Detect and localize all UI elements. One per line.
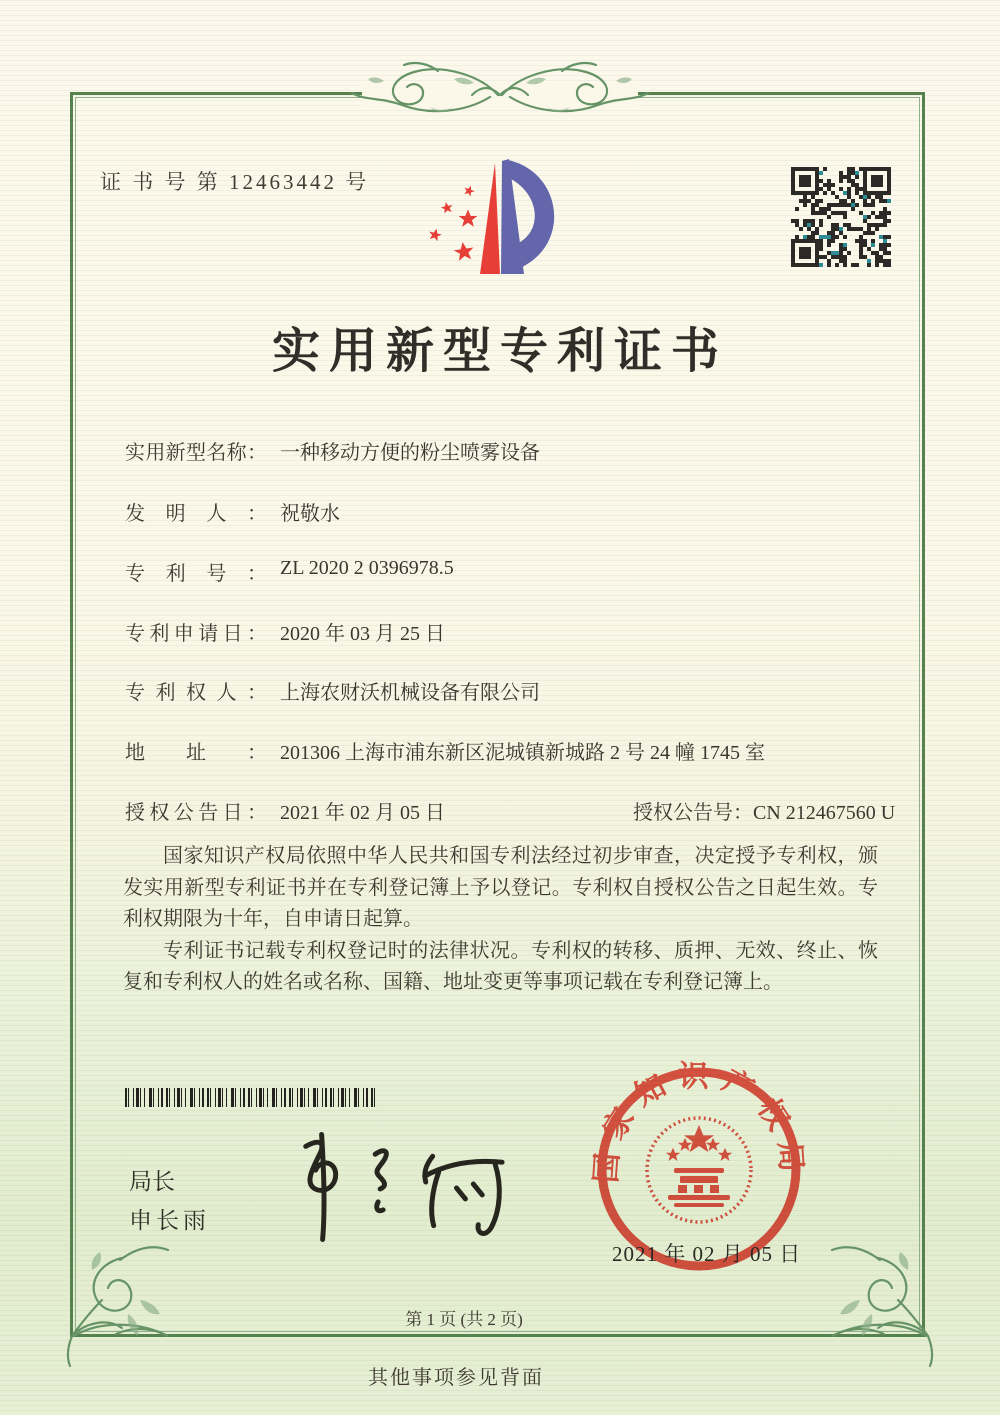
- statement-paragraph: 专利证书记载专利权登记时的法律状况。专利权的转移、质押、无效、终止、恢复和专利权人的姓名或名称、国籍、地址变更等事项记载在专利登记簿上。: [123, 939, 878, 993]
- field-row-filing-date: [125, 617, 445, 646]
- field-label: 专利权人：: [125, 682, 267, 704]
- field-value: 一种移动方便的粉尘喷雾设备: [280, 442, 540, 464]
- field-value: ZL 2020 2 0396978.5: [280, 557, 454, 579]
- field-label: 专利号：: [125, 563, 267, 585]
- grant-number-label: 授权公告号：: [633, 802, 753, 824]
- grant-number-value: CN 212467560 U: [753, 802, 896, 824]
- barcode: [125, 1088, 378, 1107]
- field-value: 2020 年 03 月 25 日: [280, 623, 445, 645]
- certificate-number: 证 书 号 第 12463442 号: [100, 170, 370, 194]
- page-indicator: 第 1 页 (共 2 页): [405, 1310, 523, 1329]
- commissioner-name: 申长雨: [129, 1208, 210, 1233]
- commissioner-signature-icon: [276, 1126, 514, 1248]
- svg-text:国家知识产权局: [590, 1061, 808, 1184]
- back-side-note: 其他事项参见背面: [368, 1367, 544, 1389]
- grant-date-label: 授权公告日：: [125, 802, 267, 824]
- qr-code: [791, 167, 891, 267]
- field-row-patentee: [125, 676, 540, 705]
- national-emblem: [647, 1118, 751, 1222]
- cnipa-patent-logo-icon: [402, 146, 582, 294]
- grant-number-group: [633, 796, 895, 825]
- certificate-title: 实用新型专利证书: [271, 325, 728, 378]
- legal-statement: [123, 841, 878, 999]
- field-value: 上海农财沃机械设备有限公司: [280, 682, 540, 704]
- field-label: 专利申请日：: [125, 623, 267, 645]
- seal-text: 国家知识产权局: [589, 1060, 809, 1184]
- field-value: 祝敬水: [280, 503, 340, 525]
- commissioner-title: 局长: [129, 1169, 175, 1194]
- field-row-address: [125, 736, 765, 765]
- field-row-grant: [125, 796, 896, 825]
- field-row-patent-number: [125, 557, 454, 586]
- field-label: 发明人：: [125, 503, 267, 525]
- statement-paragraph: 国家知识产权局依照中华人民共和国专利法经过初步审查，决定授予专利权，颁发实用新型专利证书并在专利登记簿上予以登记。专利权自授权公告之日起生效。专利权期限为十年，自申请日起算。: [123, 845, 878, 930]
- field-label: 实用新型名称：: [125, 442, 267, 464]
- top-scroll-ornament-icon: [340, 55, 660, 131]
- grant-seal-date: 2021 年 02 月 05 日: [612, 1242, 802, 1266]
- grant-date-value: 2021 年 02 月 05 日: [280, 802, 445, 824]
- field-value: 201306 上海市浦东新区泥城镇新城路 2 号 24 幢 1745 室: [280, 742, 765, 764]
- field-row-inventor: [125, 497, 340, 526]
- field-label: 地址：: [125, 742, 267, 764]
- field-row-utility-model-name: [125, 436, 540, 465]
